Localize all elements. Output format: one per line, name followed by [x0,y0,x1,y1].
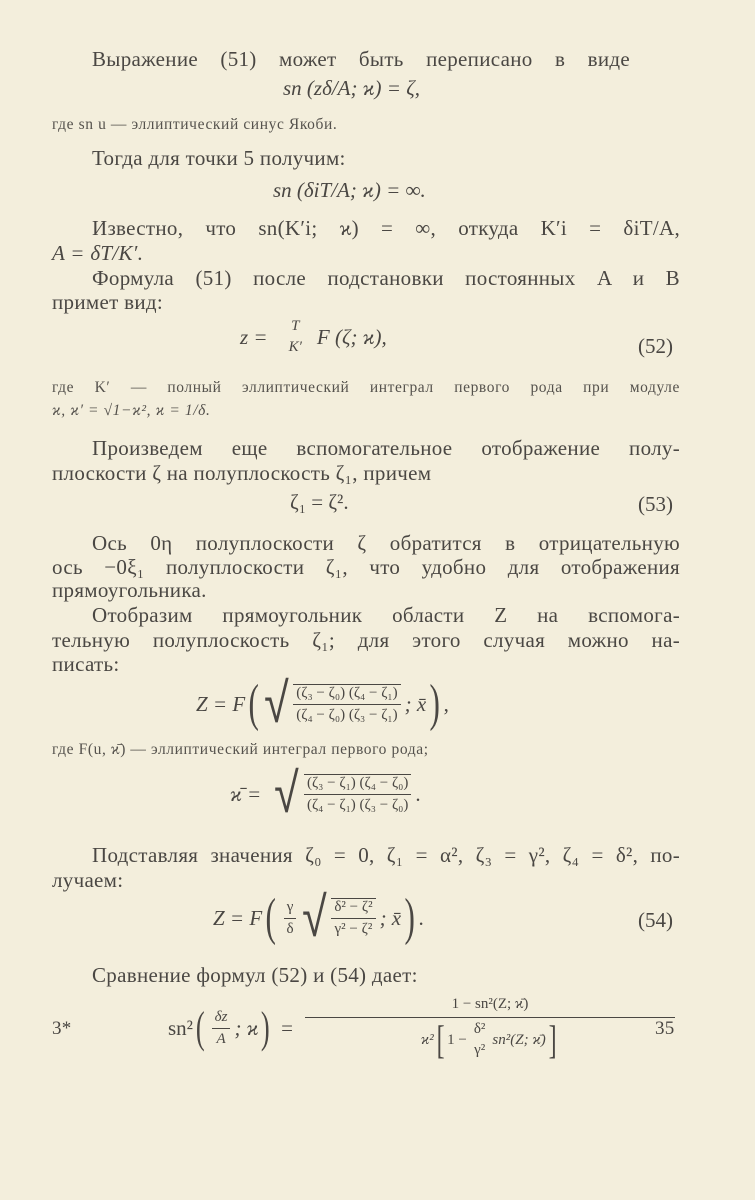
text-line: примет вид: [52,290,163,314]
equals: = [281,1015,293,1040]
numerator: T [291,318,300,334]
formula-kappa-bar [230,761,421,826]
formula-text: sn (δiT/A; ϰ) = ∞. [273,178,426,202]
formula-lhs: ϰ̄ = [230,781,262,806]
bracket: ] [548,1017,557,1062]
denominator: (ζ₄ − ζ₀) (ζ₃ − ζ₁) [296,707,398,723]
numerator: (ζ₃ − ζ₀) (ζ₄ − ζ₁) [293,685,400,705]
formula-lhs: z = [240,324,268,349]
text-line [52,401,210,421]
formula-lhs: Z = F [196,691,246,716]
numerator: 1 − sn²(Z; ϰ̄) [305,996,675,1018]
formula-text: sn (zδ/A; ϰ) = ζ, [283,76,420,100]
text-line: Формула (51) после подстановки постоянных A и B [92,266,680,290]
fraction [286,318,305,356]
fraction [471,1021,489,1059]
modulus: ; x̄ [379,905,402,930]
formula-54 [213,885,424,950]
numerator: γ [284,899,297,919]
text-line: где F(u, ϰ̄) — эллиптический интеграл первого рода; [52,741,429,758]
denominator: A [216,1030,226,1047]
fraction [212,1009,231,1048]
text-line: Выражение (51) может быть переписано в виде [92,47,630,71]
sqrt-sign: √ [263,671,289,736]
formula-sn [283,76,420,101]
formula-rhs: F (ζ; ϰ), [316,324,387,349]
text-line: прямоугольника. [52,578,207,602]
text-line: тельную полуплоскость ζ₁; для этого случая можно на- [52,628,680,652]
text: ϰ, ϰ′ = √1−ϰ², ϰ = 1/δ. [52,402,211,419]
fraction [331,898,375,938]
sn-term: sn²(Z; ϰ̄) [492,1031,546,1048]
formula-lhs: Z = F [213,905,263,930]
page-number: 35 [655,1018,675,1039]
denominator: δ [286,920,294,937]
numerator: (ζ₃ − ζ₁) (ζ₄ − ζ₀) [304,775,411,795]
formula-final [168,996,679,1060]
signature-mark: 3* [52,1018,72,1039]
text-line: ось −0ξ₁ полуплоскости ζ₁, что удобно для отображения [52,555,680,579]
equation-number: (54) [638,908,673,932]
modulus: ; x̄ [404,691,427,716]
numerator: δ² − ζ² [331,899,375,919]
sqrt-sign: √ [274,761,299,826]
one-minus: 1 − [447,1031,467,1048]
text-line: Тогда для точки 5 получим: [92,146,346,170]
formula-53 [290,490,349,515]
formula-sn-infinity [273,178,426,203]
paren: ) [261,1003,271,1052]
punct: , [443,691,449,716]
formula-lhs: sn² [168,1015,193,1040]
paren: ) [404,889,416,946]
paren: ) [429,675,441,732]
numerator: δ² [473,1021,486,1037]
sqrt-sign: √ [301,885,327,950]
formula-52 [240,318,387,356]
text-line: лучаем: [52,868,124,892]
denominator: γ² [474,1042,486,1058]
text-line: где K′ — полный эллиптический интеграл первого рода при модуле [52,379,680,396]
denominator: K′ [288,339,302,355]
text-line: Отобразим прямоугольник области Z на вспомога- [92,603,680,627]
paren: ( [195,1003,205,1052]
text: A = δT/K′. [52,241,144,265]
punct: . [418,905,424,930]
text-line: Сравнение формул (52) и (54) дает: [92,963,418,987]
text-line: плоскости ζ на полуплоскость ζ₁, причем [52,461,432,485]
paren: ( [248,675,260,732]
kappa-squared: ϰ² [420,1031,434,1048]
text-line: Ось 0η полуплоскости ζ обратится в отрицательную [92,531,680,555]
equation-number: (53) [638,492,673,516]
text-line: Известно, что sn(K′i; ϰ) = ∞, откуда K′i = δiT/A, [92,216,680,240]
equation-number: (52) [638,334,673,358]
bracket: [ [436,1017,445,1062]
paren: ( [265,889,277,946]
fraction [284,899,297,938]
numerator: δz [212,1009,231,1029]
denominator: γ² − ζ² [334,921,373,937]
text-line: Произведем еще вспомогательное отображение полу- [92,436,680,460]
text-line: где sn u — эллиптический синус Якоби. [52,116,338,133]
fraction [293,684,400,724]
text-line: писать: [52,652,120,676]
denominator: (ζ₄ − ζ₁) (ζ₃ − ζ₀) [306,797,409,813]
modulus: ; ϰ [234,1015,259,1040]
text-line [52,241,143,265]
formula-Z [196,671,449,736]
punct: . [415,781,421,806]
fraction [305,996,675,1060]
formula-text: ζ₁ = ζ². [290,490,349,514]
text-line: Подставляя значения ζ₀ = 0, ζ₁ = α², ζ₃ = γ², ζ₄ = δ², по- [92,843,680,867]
denominator [418,1018,562,1060]
fraction [304,774,411,814]
